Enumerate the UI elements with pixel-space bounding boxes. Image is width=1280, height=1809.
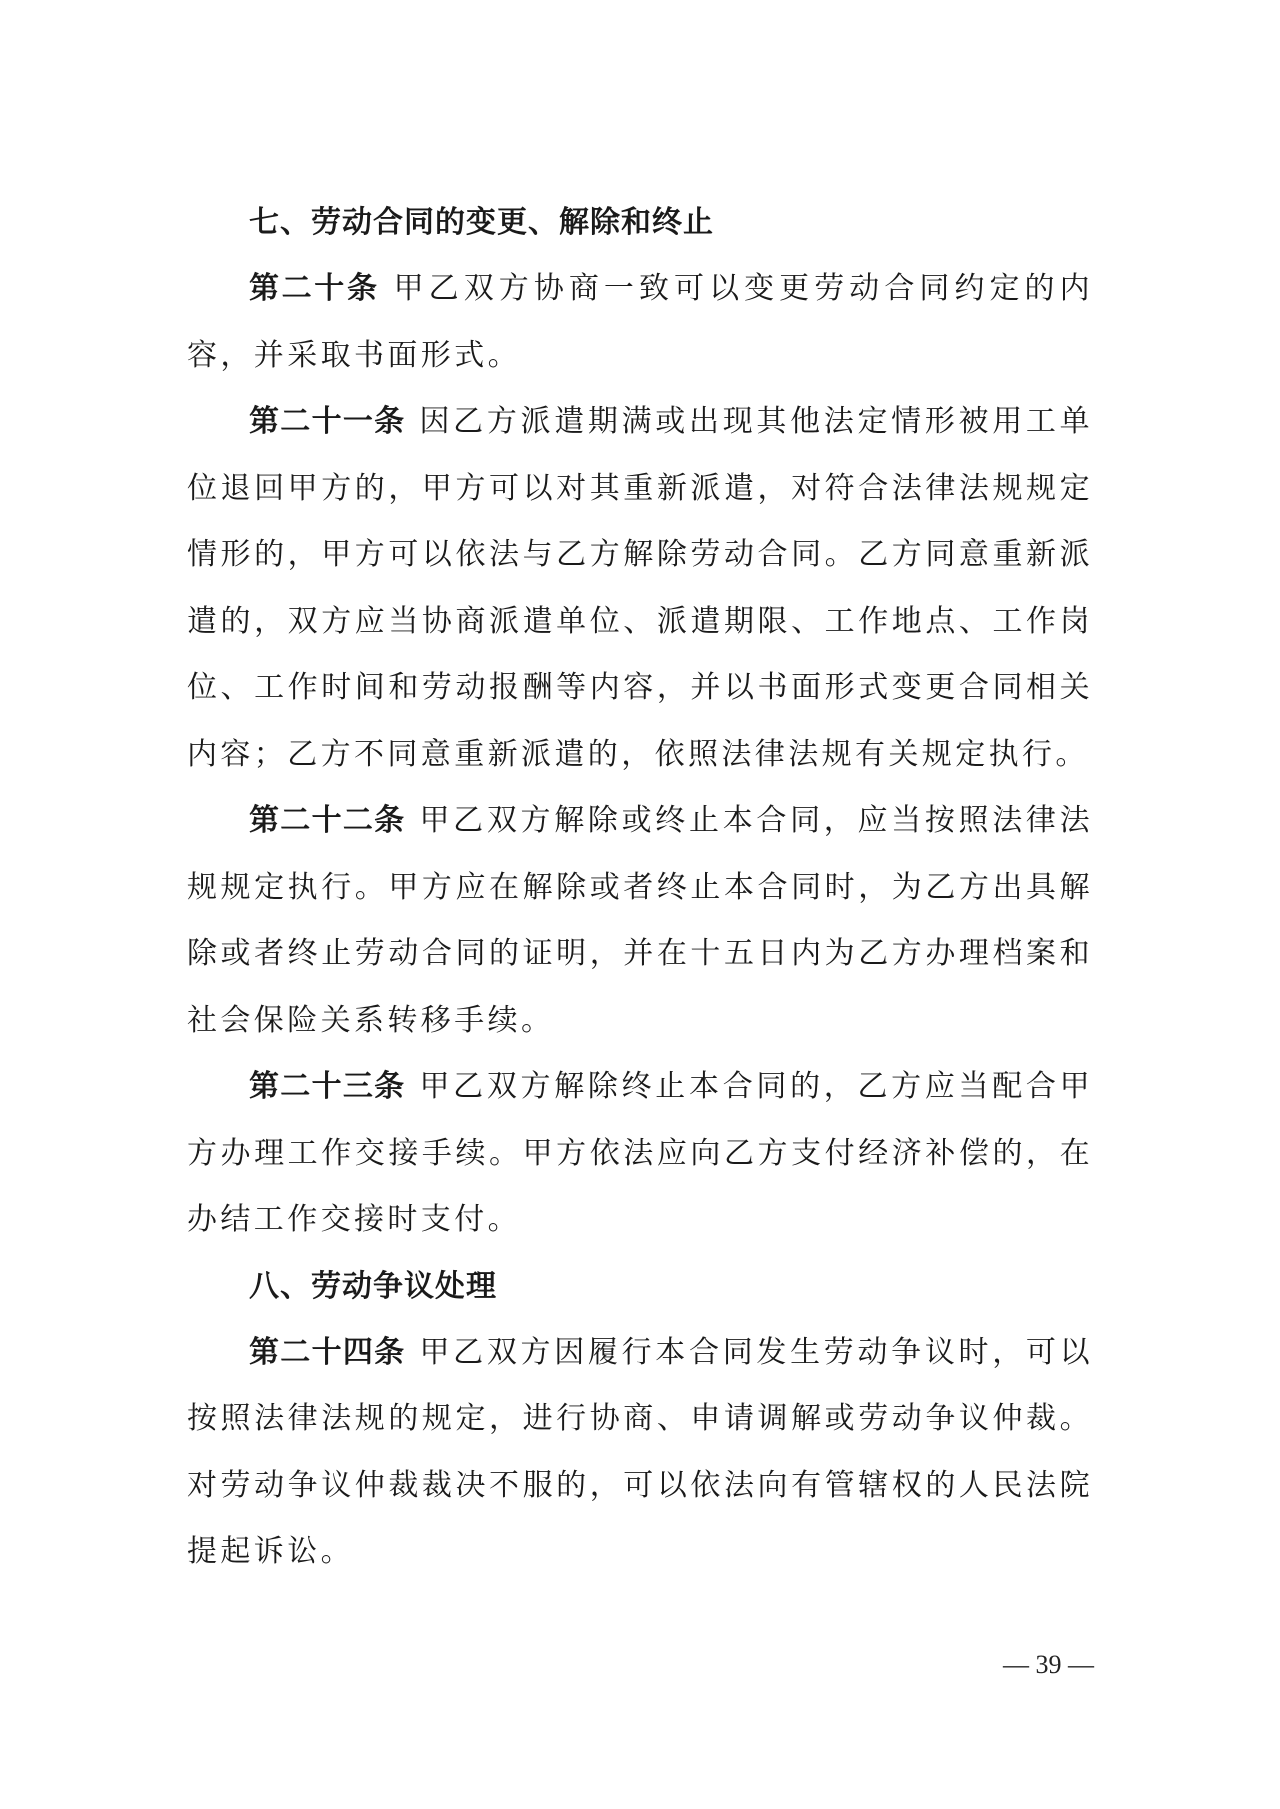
article-paragraph [187, 1320, 1093, 1586]
article-text: 甲乙双方协商一致可以变更劳动合同约定的内容，并采取书面形式。 [187, 271, 1093, 373]
page-number: — 39 — [1003, 1650, 1094, 1679]
article-text: 甲乙双方解除或终止本合同，应当按照法律法规规定执行。甲方应在解除或者终止本合同时，为乙方出具解除或者终止劳动合同的证明，并在十五日内为乙方办理档案和社会保险关系转移手续。 [187, 803, 1094, 1038]
section-heading: 八、劳动争议处理 [249, 1268, 497, 1304]
article-number: 第二十三条 [249, 1069, 406, 1104]
article-number: 第二十一条 [249, 404, 406, 439]
article-number: 第二十二条 [249, 803, 406, 838]
article-paragraph [187, 788, 1093, 1054]
article-text: 甲乙双方解除终止本合同的，乙方应当配合甲方办理工作交接手续。甲方依法应向乙方支付经济补偿的，在办结工作交接时支付。 [187, 1069, 1094, 1237]
article-text: 因乙方派遣期满或出现其他法定情形被用工单位退回甲方的，甲方可以对其重新派遣，对符合法律法规规定情形的，甲方可以依法与乙方解除劳动合同。乙方同意重新派遣的，双方应当协商派遣单位、派遣期限、工作地点、工作岗位、工作时间和劳动报酬等内容，并以书面形式变更合同相关内容；乙方不同意重新派遣的，依照法律法规有关规定执行。 [187, 404, 1094, 772]
article-paragraph [187, 389, 1093, 788]
article-number: 第二十条 [249, 271, 380, 306]
section-heading: 七、劳动合同的变更、解除和终止 [249, 205, 714, 240]
article-paragraph [187, 1054, 1093, 1254]
document-body [187, 190, 1093, 1586]
article-text: 甲乙双方因履行本合同发生劳动争议时，可以按照法律法规的规定，进行协商、申请调解或劳动争议仲裁。对劳动争议仲裁裁决不服的，可以依法向有管辖权的人民法院提起诉讼。 [187, 1334, 1094, 1569]
article-number: 第二十四条 [249, 1334, 406, 1370]
article-paragraph [187, 256, 1093, 389]
